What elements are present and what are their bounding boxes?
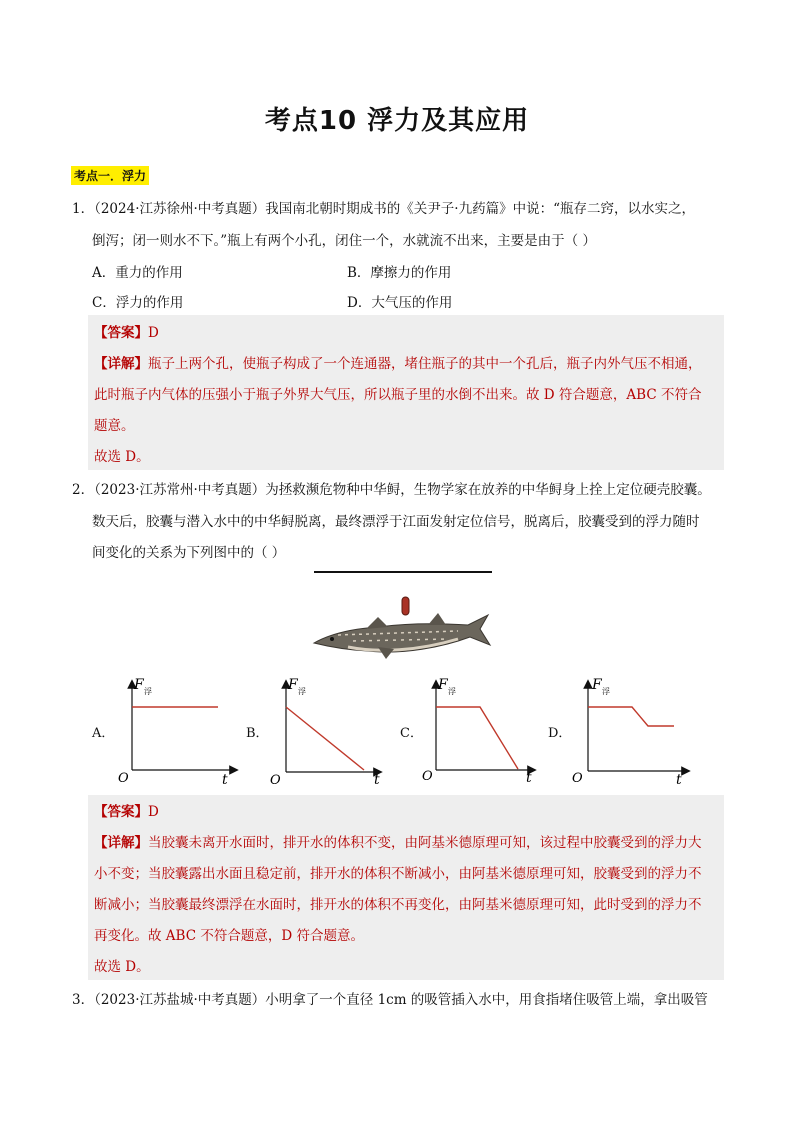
graph-b-x-symbol: t [374,772,380,787]
q1-detail-line2: 此时瓶子内气体的压强小于瓶子外界大气压，所以瓶子里的水倒不出来。故 D 符合题意，ABC 不符合 [94,387,702,403]
q2-detail-text1: 当胶囊未离开水面时，排开水的体积不变，由阿基米德原理可知，该过程中胶囊受到的浮力大 [148,835,702,851]
graph-b [266,672,396,787]
graph-a-x-symbol: t [222,772,228,787]
q1-conclusion: 故选 D。 [94,449,150,465]
q2-detail-line1 [94,831,702,851]
graph-c-x-symbol: t [526,770,532,786]
q2-conclusion: 故选 D。 [94,959,150,975]
q1-option-b: B．摩擦力的作用 [347,265,452,281]
graph-d-x-symbol: t [676,772,682,787]
q1-answer-box [88,315,724,470]
graph-d-y-symbol: F [592,677,602,693]
graph-a-y-symbol: F [134,677,144,693]
water-surface-line [314,571,492,573]
q1-answer-value: D [148,325,159,341]
q2-detail-line2: 小不变；当胶囊露出水面且稳定前，排开水的体积不断减小，由阿基米德原理可知，胶囊受到的浮力不 [94,866,702,882]
q1-stem-line1: 1．（2024·江苏徐州·中考真题）我国南北朝时期成书的《关尹子·九药篇》中说：“瓶存二窍，以水实之， [72,201,695,217]
graph-a-y-sub: 浮 [144,687,152,696]
q1-option-d: D．大气压的作用 [347,295,453,311]
graph-c-y-sub: 浮 [448,687,456,696]
sturgeon-illustration [308,595,498,665]
q1-answer [94,321,159,341]
capsule-icon [402,597,409,615]
q2-detail-label: 【详解】 [94,835,148,851]
graph-b-y-sub: 浮 [298,687,306,696]
graph-b-origin: O [270,773,281,787]
q1-detail-text1: 瓶子上两个孔，使瓶子构成了一个连通器，堵住瓶子的其中一个孔后，瓶子内外气压不相通， [148,356,702,372]
sturgeon-icon [314,613,490,659]
graph-b-curve [286,707,364,770]
graph-d-curve [588,707,674,726]
section-heading: 考点一．浮力 [71,166,149,185]
q1-detail-line1 [94,352,702,372]
page-title: 考点10 浮力及其应用 [264,106,530,136]
graph-b-label: B． [246,726,269,741]
graph-a-label: A． [92,726,115,741]
q2-answer-label: 【答案】 [94,804,148,820]
graph-c-label: C． [400,726,423,741]
q1-option-c: C．浮力的作用 [92,295,184,311]
q2-detail-line4: 再变化。故 ABC 不符合题意，D 符合题意。 [94,928,364,944]
q1-detail-line3: 题意。 [94,418,135,434]
q1-option-a: A．重力的作用 [92,265,183,281]
graph-c-y-symbol: F [438,677,448,693]
graph-d-label: D． [548,726,572,741]
q1-detail-label: 【详解】 [94,356,148,372]
graph-b-y-symbol: F [288,677,298,693]
q1-answer-label: 【答案】 [94,325,148,341]
q2-answer [94,800,159,820]
graph-c-origin: O [422,769,433,784]
q3-stem-line1: 3．（2023·江苏盐城·中考真题）小明拿了一个直径 1cm 的吸管插入水中，用食指堵住吸管上端，拿出吸管 [72,992,708,1008]
graph-a-origin: O [118,771,129,786]
graph-d-origin: O [572,771,583,786]
graph-c-curve [436,707,518,769]
graph-c [420,672,550,787]
graph-d [568,672,698,787]
q2-stem-line3: 间变化的关系为下列图中的（ ） [92,545,286,561]
q2-stem-line2: 数天后，胶囊与潜入水中的中华鲟脱离，最终漂浮于江面发射定位信号，脱离后，胶囊受到的浮力随时 [92,514,700,530]
q2-answer-box [88,795,724,980]
q2-stem-line1: 2．（2023·江苏常州·中考真题）为拯救濒危物种中华鲟，生物学家在放养的中华鲟身上拴上定位硬壳胶囊。 [72,482,711,498]
q1-stem-line2: 倒泻；闭一则水不下。”瓶上有两个小孔，闭住一个，水就流不出来，主要是由于（ ） [92,233,596,249]
q2-detail-line3: 断减小；当胶囊最终漂浮在水面时，排开水的体积不再变化，由阿基米德原理可知，此时受到的浮力不 [94,897,702,913]
q2-answer-value: D [148,804,159,820]
graph-a [112,672,242,787]
graph-d-y-sub: 浮 [602,687,610,696]
